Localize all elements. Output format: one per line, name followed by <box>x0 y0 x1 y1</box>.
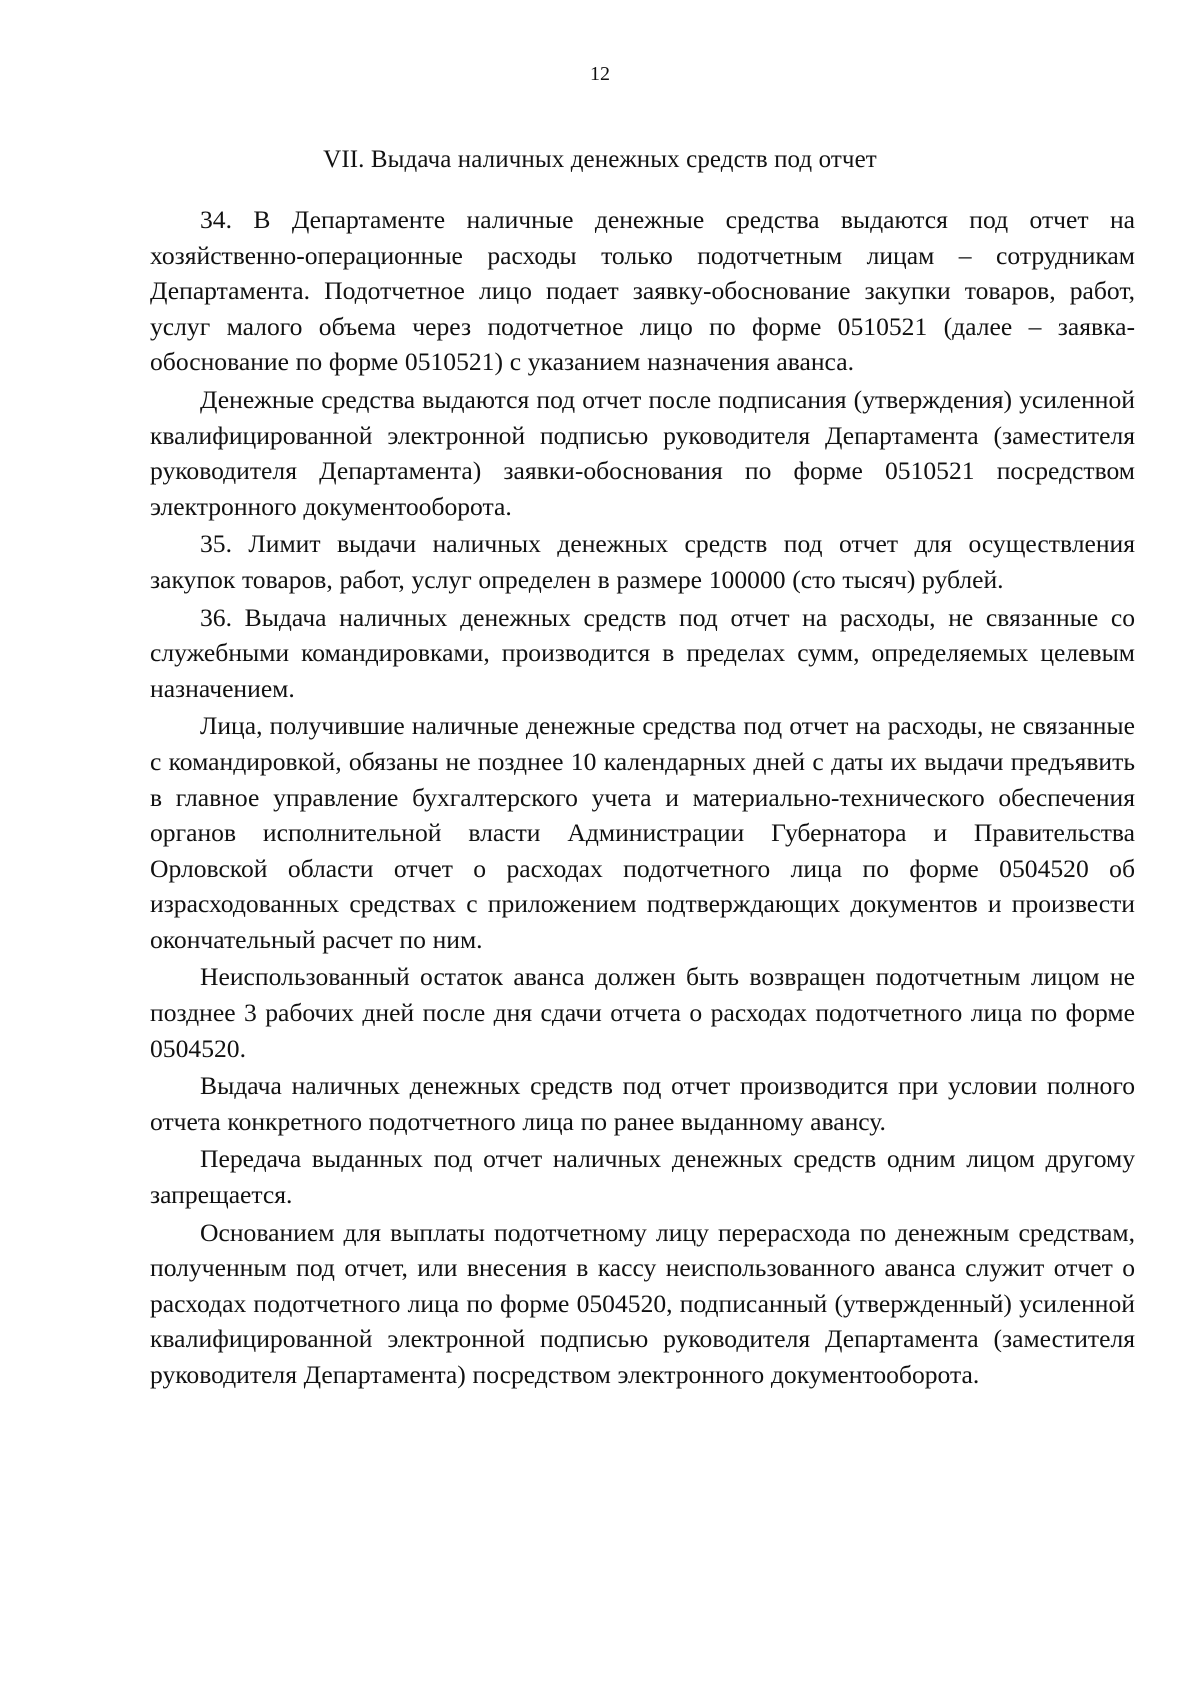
paragraph-overspend-basis: Основанием для выплаты подотчетному лицу перерасхода по денежным средствам, полученным под отчет, или внесения в кассу неиспользованного аванса служит отчет о расходах подотчетного лица по форме 0504520, подписанный (утвержденный) усиленной квалифицированной электронной подписью руководителя Департамента (заместителя руководителя Департамента) посредством электронного документооборота. <box>150 1217 1135 1389</box>
paragraph-36: 36. Выдача наличных денежных средств под отчет на расходы, не связанные со служебными командировками, производится в пределах сумм, определяемых целевым назначением. <box>150 602 1135 703</box>
paragraph-34: 34. В Департаменте наличные денежные средства выдаются под отчет на хозяйственно-операционные расходы только подотчетным лицам – сотрудникам Департамента. Подотчетное лицо подает заявку-обоснование закупки товаров, работ, услуг малого объема через подотчетное лицо по форме 0510521 (далее – заявка-обоснование по форме 0510521) с указанием назначения аванса. <box>150 205 1135 377</box>
paragraph-unused-balance: Неиспользованный остаток аванса должен быть возвращен подотчетным лицом не позднее 3 рабочих дней после дня сдачи отчета о расходах подотчетного лица по форме 0504520. <box>150 962 1135 1063</box>
paragraph-35: 35. Лимит выдачи наличных денежных средств под отчет для осуществления закупок товаров, работ, услуг определен в размере 100000 (сто тысяч) рублей. <box>150 529 1135 594</box>
paragraph-report-deadline: Лица, получившие наличные денежные средства под отчет на расходы, не связанные с командировкой, обязаны не позднее 10 календарных дней с даты их выдачи предъявить в главное управление бухгалтерского учета и материально-технического обеспечения органов исполнительной власти Администрации Губернатора и Правительства Орловской области отчет о расходах подотчетного лица по форме 0504520 об израсходованных средствах с приложением подтверждающих документов и произвести окончательный расчет по ним. <box>150 711 1135 954</box>
paragraph-advance-approval: Денежные средства выдаются под отчет после подписания (утверждения) усиленной квалифицированной электронной подписью руководителя Департамента (заместителя руководителя Департамента) заявки-обоснования по форме 0510521 посредством электронного документооборота. <box>150 384 1135 521</box>
paragraph-transfer-prohibited: Передача выданных под отчет наличных денежных средств одним лицом другому запрещается. <box>150 1144 1135 1210</box>
page-number: 12 <box>590 63 610 85</box>
section-heading: VII. Выдача наличных денежных средств под отчет <box>323 146 877 173</box>
document-body <box>150 202 1135 1393</box>
paragraph-issue-condition: Выдача наличных денежных средств под отчет производится при условии полного отчета конкретного подотчетного лица по ранее выданному авансу. <box>150 1071 1135 1136</box>
